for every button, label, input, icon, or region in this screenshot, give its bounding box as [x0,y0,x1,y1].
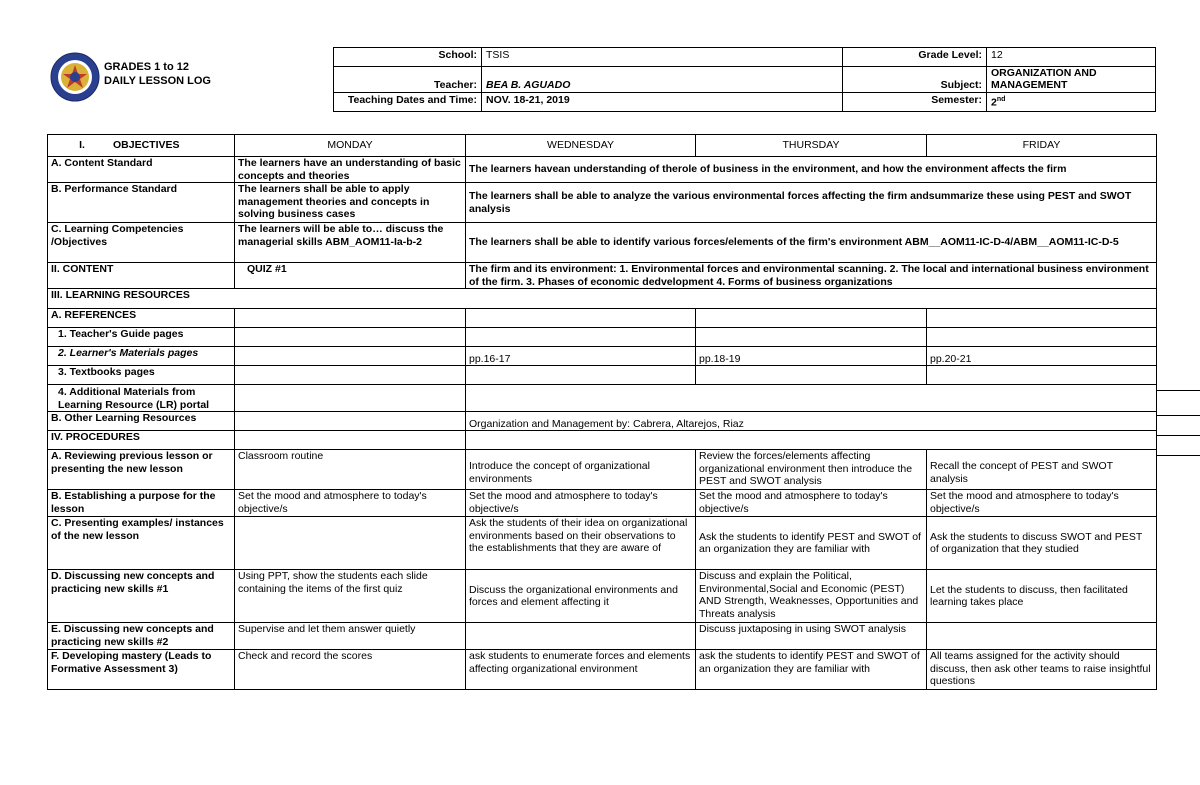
learners-materials-monday [235,347,466,366]
table-row [48,412,1157,431]
mastery-friday: All teams assigned for the activity should discuss, then ask other teams to raise insightful questions [927,650,1157,690]
semester-number: 2 [991,96,997,109]
reviewing-monday: Classroom routine [235,450,466,490]
procedures-monday [235,431,466,450]
teachers-guide-label: 1. Teacher's Guide pages [48,328,235,347]
lesson-log-table [47,134,1157,690]
textbooks-wednesday [466,366,696,385]
col-friday-header: FRIDAY [927,135,1157,157]
table-row [48,385,1157,412]
border-extension [1156,415,1200,416]
table-row [48,223,1157,263]
content-standard-monday: The learners have an understanding of basic concepts and theories [235,157,466,183]
subject-value: ORGANIZATION AND MANAGEMENT [987,67,1156,93]
content-monday: QUIZ #1 [235,263,466,289]
table-row [48,157,1157,183]
mastery-thursday: ask the students to identify PEST and SWOT of an organization they are familiar with [696,650,927,690]
reviewing-friday: Recall the concept of PEST and SWOT analysis [927,450,1157,490]
procedures-rest [466,431,1157,450]
teachers-guide-wednesday [466,328,696,347]
learners-materials-thursday: pp.18-19 [696,347,927,366]
discussing-2-wednesday [466,623,696,650]
learners-materials-friday: pp.20-21 [927,347,1157,366]
table-row [48,517,1157,570]
table-row [48,328,1157,347]
border-extension [1156,435,1200,436]
discussing-1-monday: Using PPT, show the students each slide containing the items of the first quiz [235,570,466,623]
table-row [48,183,1157,223]
table-row [48,431,1157,450]
performance-standard-monday: The learners shall be able to apply management theories and concepts in solving business cases [235,183,466,223]
additional-materials-rest [466,385,1157,412]
teachers-guide-monday [235,328,466,347]
col-wednesday-header: WEDNESDAY [466,135,696,157]
mastery-wednesday: ask students to enumerate forces and elements affecting organizational environment [466,650,696,690]
semester-label: Semester: [843,93,987,112]
reviewing-label: A. Reviewing previous lesson or presenting the new lesson [48,450,235,490]
teacher-value: BEA B. AGUADO [482,67,843,93]
border-extension [1156,455,1200,456]
textbooks-thursday [696,366,927,385]
dates-label: Teaching Dates and Time: [334,93,482,112]
table-row [48,450,1157,490]
purpose-friday: Set the mood and atmosphere to today's objective/s [927,490,1157,517]
col-objectives-num: I. [79,139,85,152]
semester-suffix: nd [996,96,1006,103]
table-row [48,309,1157,328]
additional-materials-label: 4. Additional Materials from Learning Resource (LR) portal [48,385,235,412]
discussing-2-thursday: Discuss juxtaposing in using SWOT analysis [696,623,927,650]
form-title-line2: DAILY LESSON LOG [104,75,211,87]
table-header-row [48,135,1157,157]
learners-materials-wednesday: pp.16-17 [466,347,696,366]
table-row [48,490,1157,517]
deped-seal-logo [50,52,100,102]
purpose-monday: Set the mood and atmosphere to today's objective/s [235,490,466,517]
additional-materials-monday [235,385,466,412]
presenting-wednesday: Ask the students of their idea on organizational environments based on their observations to the establishments that they are aware of [466,517,696,570]
discussing-1-wednesday: Discuss the organizational environments and forces and element affecting it [466,570,696,623]
textbooks-label: 3. Textbooks pages [48,366,235,385]
subject-label: Subject: [843,67,987,93]
discussing-1-friday: Let the students to discuss, then facilitated learning takes place [927,570,1157,623]
other-resources-label: B. Other Learning Resources [48,412,235,431]
purpose-thursday: Set the mood and atmosphere to today's objective/s [696,490,927,517]
references-label: A. REFERENCES [48,309,235,328]
teacher-label: Teacher: [334,67,482,93]
competencies-label: C. Learning Competencies /Objectives [48,223,235,263]
teachers-guide-friday [927,328,1157,347]
content-rest: The firm and its environment: 1. Environmental forces and environmental scanning. 2. The local and international business environment of the firm. 3. Phases of economic dedvelopment 4. Forms of business organizations [466,263,1157,289]
references-monday [235,309,466,328]
presenting-thursday: Ask the students to identify PEST and SWOT of an organization they are familiar with [696,517,927,570]
competencies-monday: The learners will be able to… discuss the managerial skills ABM_AOM11-Ia-b-2 [235,223,466,263]
table-row [48,570,1157,623]
presenting-monday [235,517,466,570]
col-monday-header: MONDAY [235,135,466,157]
table-row [48,289,1157,309]
table-row [48,366,1157,385]
grade-level-value: 12 [987,48,1156,67]
header-info-table [333,47,1156,112]
school-label: School: [334,48,482,67]
presenting-label: C. Presenting examples/ instances of the new lesson [48,517,235,570]
performance-standard-rest: The learners shall be able to analyze the various environmental forces affecting the firm andsummarize these using PEST and SWOT analysis [466,183,1157,223]
purpose-label: B. Establishing a purpose for the lesson [48,490,235,517]
discussing-2-label: E. Discussing new concepts and practicing new skills #2 [48,623,235,650]
content-standard-label: A. Content Standard [48,157,235,183]
learning-resources-label: III. LEARNING RESOURCES [48,289,1157,309]
school-value: TSIS [482,48,843,67]
mastery-label: F. Developing mastery (Leads to Formative Assessment 3) [48,650,235,690]
purpose-wednesday: Set the mood and atmosphere to today's objective/s [466,490,696,517]
table-row [48,263,1157,289]
col-thursday-header: THURSDAY [696,135,927,157]
semester-value [987,93,1156,112]
discussing-1-thursday: Discuss and explain the Political, Environmental,Social and Economic (PEST) AND Strength, Weaknesses, Opportunities and Threats analysis [696,570,927,623]
reviewing-thursday: Review the forces/elements affecting organizational environment then introduce the PEST and SWOT analysis [696,450,927,490]
discussing-2-monday: Supervise and let them answer quietly [235,623,466,650]
mastery-monday: Check and record the scores [235,650,466,690]
teachers-guide-thursday [696,328,927,347]
other-resources-value: Organization and Management by: Cabrera, Altarejos, Riaz [466,412,1157,431]
references-thursday [696,309,927,328]
reviewing-wednesday: Introduce the concept of organizational environments [466,450,696,490]
table-row [48,623,1157,650]
other-resources-monday [235,412,466,431]
textbooks-monday [235,366,466,385]
competencies-rest: The learners shall be able to identify various forces/elements of the firm's environment ABM__AOM11-IC-D-4/ABM__AOM11-IC-D-5 [466,223,1157,263]
textbooks-friday [927,366,1157,385]
col-objectives-text: OBJECTIVES [113,139,180,152]
references-wednesday [466,309,696,328]
content-label: II. CONTENT [48,263,235,289]
content-standard-rest: The learners havean understanding of therole of business in the environment, and how the environment affects the firm [466,157,1157,183]
form-title [104,60,211,88]
discussing-1-label: D. Discussing new concepts and practicing new skills #1 [48,570,235,623]
learners-materials-label: 2. Learner's Materials pages [48,347,235,366]
col-objectives-header [48,135,235,157]
grade-level-label: Grade Level: [843,48,987,67]
table-row [48,347,1157,366]
procedures-label: IV. PROCEDURES [48,431,235,450]
border-extension [1156,390,1200,391]
dates-value: NOV. 18-21, 2019 [482,93,843,112]
table-row [48,650,1157,690]
performance-standard-label: B. Performance Standard [48,183,235,223]
references-friday [927,309,1157,328]
discussing-2-friday [927,623,1157,650]
form-title-line1: GRADES 1 to 12 [104,61,189,73]
presenting-friday: Ask the students to discuss SWOT and PEST of organization that they studied [927,517,1157,570]
